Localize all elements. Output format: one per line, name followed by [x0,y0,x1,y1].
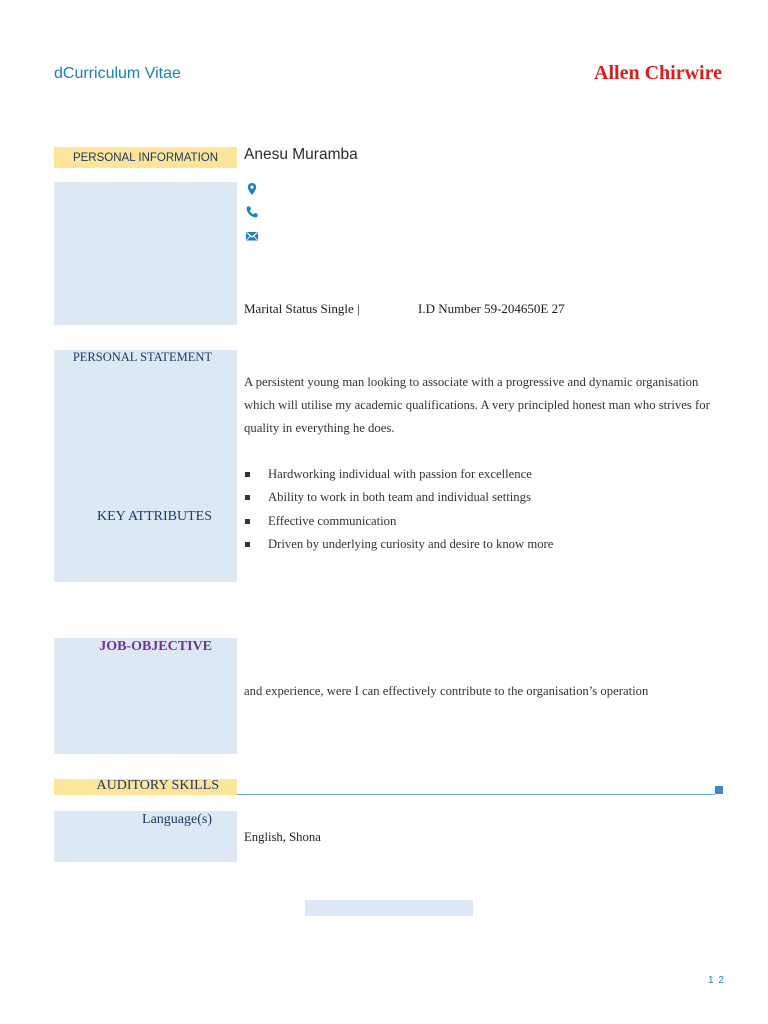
job-objective-box [54,638,237,754]
candidate-name: Anesu Muramba [244,146,358,163]
list-item: Driven by underlying curiosity and desire to know more [244,533,724,556]
document-title: dCurriculum Vitae [54,65,181,82]
page-numbers[interactable]: 1 2 [708,975,725,986]
auditory-skills-label: AUDITORY SKILLS [96,778,219,793]
languages-value: English, Shona [244,830,321,844]
author-name: Allen Chirwire [594,62,722,84]
phone-icon [245,205,259,219]
divider-end-marker [715,786,723,794]
section-divider [237,794,715,795]
personal-information-tag: PERSONAL INFORMATION [54,147,237,168]
key-attributes-label: KEY ATTRIBUTES [97,509,212,524]
location-icon [245,182,259,196]
personal-statement-text: A persistent young man looking to associate with a progressive and dynamic organisation which will utilise my academic qualifications. A very principled honest man who strives for quality in everything he does. [244,375,710,435]
list-item: Hardworking individual with passion for excellence [244,463,724,486]
personal-information-box [54,182,237,325]
key-attributes-list [244,463,724,556]
list-item: Effective communication [244,510,724,533]
id-number: I.D Number 59-204650E 27 [418,301,565,316]
email-icon [245,229,259,243]
statement-attributes-box [54,350,237,582]
job-objective-label: JOB-OBJECTIVE [99,639,212,654]
job-objective-text: and experience, were I can effectively contribute to the organisation’s operation [244,684,649,698]
footer-bar [305,900,473,916]
marital-status: Marital Status Single | [244,301,360,316]
list-item: Ability to work in both team and individual settings [244,486,724,509]
personal-statement-label: PERSONAL STATEMENT [72,350,212,364]
languages-label: Language(s) [142,812,212,827]
